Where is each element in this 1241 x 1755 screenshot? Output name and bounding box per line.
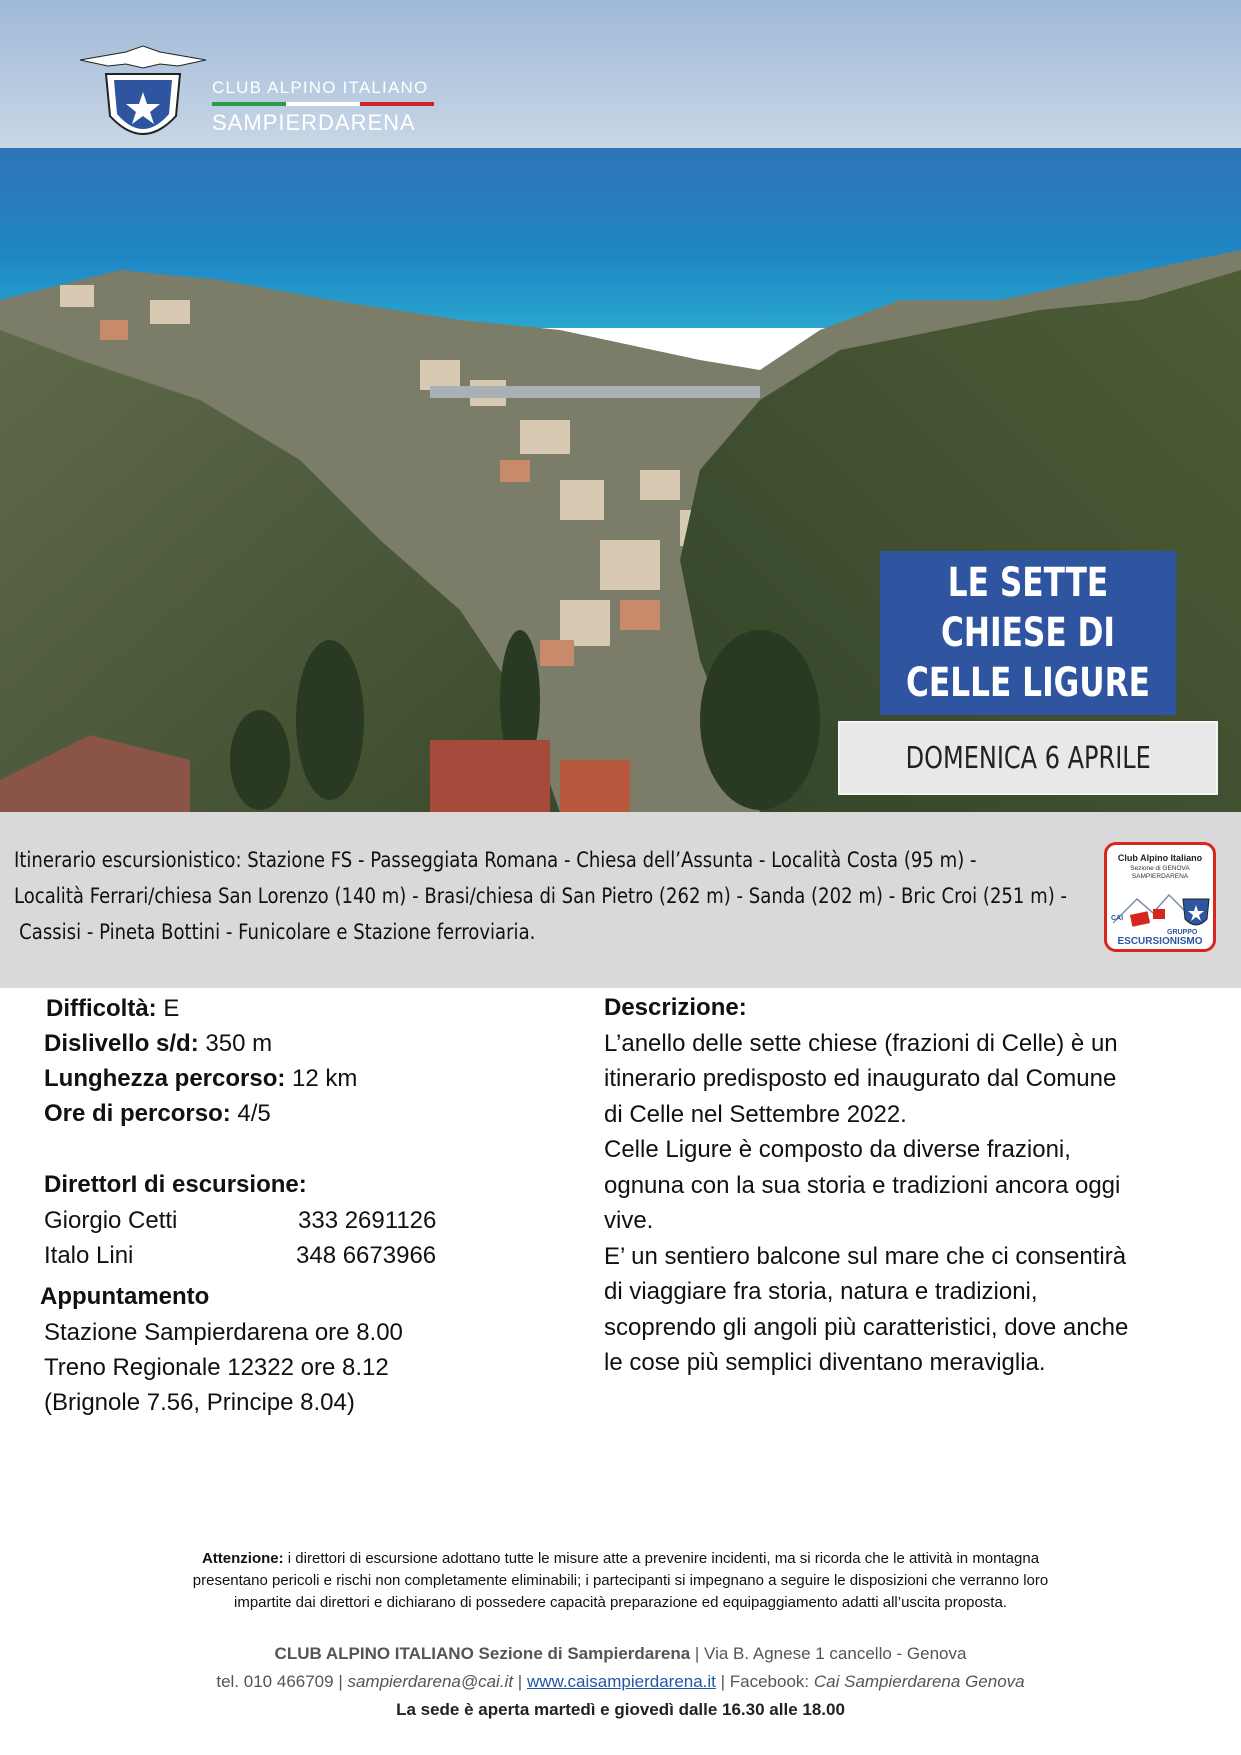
- director-phone: 348 6673966: [296, 1242, 437, 1269]
- director-item: [44, 1204, 177, 1238]
- notice-line-2: presentano pericoli e rischi non completamente eliminabili; i partecipanti si impegnano a seguire le disposizioni che verranno loro: [192, 1572, 1049, 1589]
- difficulty-row: [46, 992, 179, 1026]
- elevation-row: [44, 1027, 272, 1061]
- duration-value: 4/5: [230, 1100, 271, 1127]
- event-title-box: [880, 551, 1176, 715]
- route-line-3: Cassisi - Pineta Bottini - Funicolare e Stazione ferroviaria.: [19, 920, 536, 944]
- length-label: Lunghezza percorso:: [44, 1065, 286, 1092]
- description-line: E’ un sentiero balcone sul mare che ci consentirà: [604, 1242, 1127, 1270]
- director-name: Giorgio Cetti: [44, 1207, 178, 1234]
- directors-heading-text: DirettorI di escursione:: [44, 1171, 307, 1198]
- badge-section: [1107, 865, 1213, 881]
- notice-line-3: impartite dai direttori e dichiarano di possedere capacità preparazione ed equipaggiamento adatti all’uscita proposta.: [234, 1594, 1007, 1611]
- event-date: DOMENICA 6 APRILE: [905, 740, 1151, 776]
- duration-label: Ore di percorso:: [44, 1100, 231, 1127]
- description-section: [604, 990, 1204, 1381]
- director-phone-row: [298, 1204, 436, 1238]
- footer-separator: |: [513, 1672, 527, 1691]
- badge-section-city: Sezione di GENOVA: [1130, 865, 1190, 872]
- description-line: le cose più semplici diventano meraviglia.: [604, 1349, 1046, 1376]
- route-line-1: Itinerario escursionistico: Stazione FS - Passeggiata Romana - Chiesa dell’Assunta - Località Costa (95 m) -: [14, 848, 977, 872]
- appointment-heading: [40, 1280, 209, 1314]
- description-line: scoprendo gli angoli più caratteristici, dove anche: [604, 1313, 1129, 1341]
- footer-address: | Via B. Agnese 1 cancello - Genova: [690, 1644, 967, 1663]
- badge-club: Club Alpino Italiano: [1117, 853, 1203, 863]
- description-line: Celle Ligure è composto da diverse frazioni,: [604, 1136, 1071, 1163]
- badge-section-name: SAMPIERDARENA: [1131, 873, 1189, 880]
- badge-escursionismo: ESCURSIONISMO: [1117, 936, 1203, 947]
- hero-photo: [0, 0, 1241, 812]
- event-title-line1: LE SETTE CHIESE DI: [940, 560, 1116, 656]
- duration-row: [44, 1097, 271, 1131]
- badge-cai: CAI: [1111, 915, 1124, 922]
- gruppo-escursionismo-badge: [1104, 842, 1216, 952]
- description-line: ognuna con la sua storia e tradizioni ancora oggi: [604, 1171, 1121, 1199]
- route-itinerary: [14, 842, 1094, 950]
- description-line: vive.: [604, 1207, 654, 1234]
- flag-green: [212, 102, 286, 106]
- flag-white: [286, 102, 360, 106]
- difficulty-value: E: [156, 995, 180, 1022]
- notice-line-1: i direttori di escursione adottano tutte le misure atte a prevenire incidenti, ma si ricorda che le attività in montagna: [283, 1550, 1040, 1567]
- appointment-heading-text: Appuntamento: [40, 1283, 210, 1310]
- director-phone: 333 2691126: [298, 1207, 437, 1234]
- appointment-line-2: Treno Regionale 12322 ore 8.12: [44, 1354, 389, 1381]
- description-line: di Celle nel Settembre 2022.: [604, 1100, 907, 1128]
- difficulty-label: Difficoltà:: [46, 995, 157, 1022]
- director-phone-row: [296, 1239, 436, 1273]
- footer-email-link[interactable]: sampierdarena@cai.it: [347, 1672, 514, 1691]
- length-row: [44, 1062, 357, 1096]
- appointment-line-1: Stazione Sampierdarena ore 8.00: [44, 1319, 403, 1346]
- description-line: di viaggiare fra storia, natura e tradizioni,: [604, 1278, 1038, 1305]
- footer-facebook-label: | Facebook:: [715, 1672, 814, 1691]
- cai-logo: [78, 44, 438, 156]
- description-line: itinerario predisposto ed inaugurato dal Comune: [604, 1065, 1117, 1092]
- footer-hours: La sede è aperta martedì e giovedì dalle 16.30 alle 18.00: [396, 1700, 845, 1719]
- appointment-line-3: (Brignole 7.56, Principe 8.04): [44, 1389, 355, 1416]
- footer-tel: tel. 010 466709 |: [216, 1672, 348, 1691]
- description-line: L’anello delle sette chiese (frazioni di Celle) è un: [604, 1029, 1118, 1057]
- italian-flag-bar: [212, 102, 434, 106]
- length-value: 12 km: [285, 1065, 358, 1092]
- director-name: Italo Lini: [44, 1242, 134, 1269]
- badge-gruppo: GRUPPO: [1167, 929, 1198, 936]
- event-title-line2: CELLE LIGURE: [906, 660, 1150, 706]
- route-section: [0, 812, 1241, 988]
- footer-org: CLUB ALPINO ITALIANO Sezione di Sampierdarena: [274, 1644, 691, 1663]
- mountain-flags-icon: [1113, 883, 1213, 935]
- description-heading: Descrizione:: [604, 994, 747, 1021]
- footer-facebook-link[interactable]: Cai Sampierdarena Genova: [813, 1672, 1025, 1691]
- directors-heading: [44, 1168, 307, 1202]
- footer-website-link[interactable]: www.caisampierdarena.it: [526, 1672, 716, 1691]
- event-date-box: [838, 721, 1218, 795]
- flag-red: [360, 102, 434, 106]
- description-body: [604, 1026, 1204, 1381]
- elevation-label: Dislivello s/d:: [44, 1030, 199, 1057]
- route-line-2: Località Ferrari/chiesa San Lorenzo (140 m) - Brasi/chiesa di San Pietro (262 m) - Sanda (202 m) - Bric Croi (251 m) -: [14, 884, 1068, 908]
- logo-club-name: CLUB ALPINO ITALIANO: [212, 78, 429, 97]
- cai-eagle-shield-icon: [78, 44, 208, 156]
- logo-section-name: SAMPIERDARENA: [212, 110, 416, 135]
- director-item: [44, 1239, 133, 1273]
- notice-label: Attenzione:: [201, 1550, 284, 1567]
- safety-notice: [60, 1548, 1181, 1614]
- elevation-value: 350 m: [198, 1030, 273, 1057]
- footer: [40, 1640, 1201, 1724]
